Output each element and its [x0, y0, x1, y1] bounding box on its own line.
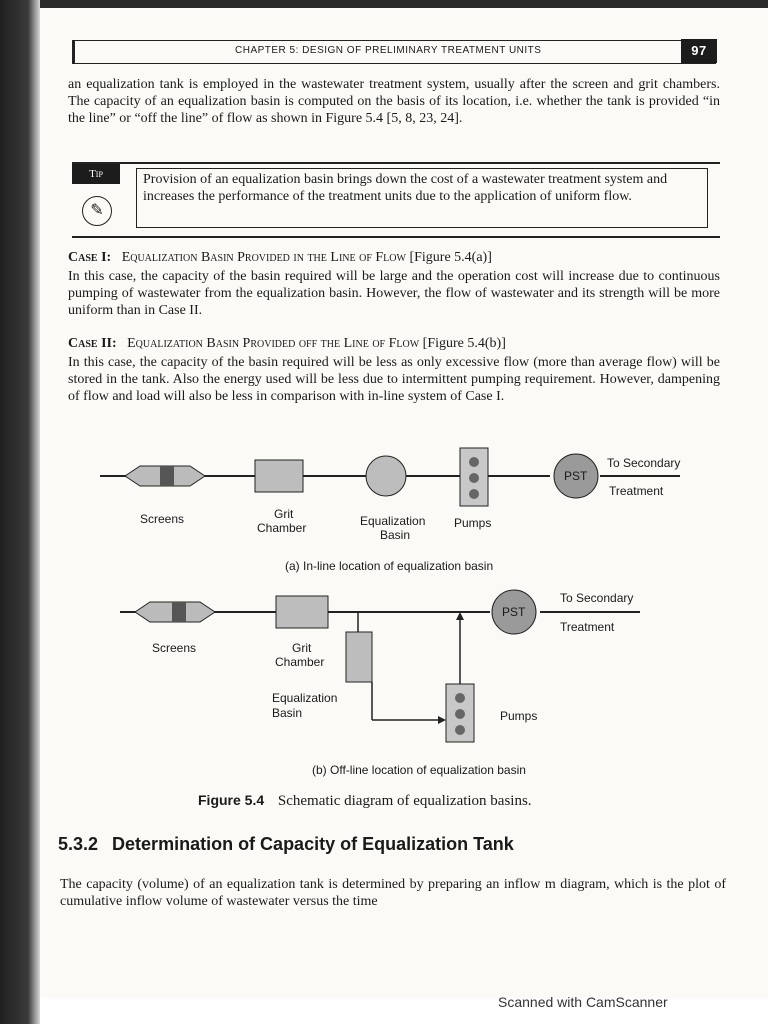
- scanner-watermark: Scanned with CamScanner: [498, 994, 668, 1010]
- eq-label-a-1: Equalization: [360, 514, 426, 528]
- screens-label-a: Screens: [140, 512, 185, 526]
- treatment-a: Treatment: [609, 484, 664, 498]
- diagram-a: [100, 448, 680, 573]
- page-number: 97: [681, 39, 717, 63]
- screens-symbol-a: [125, 466, 205, 486]
- case2-body: In this case, the capacity of the basin required will be less as only excessive flow (more than average flow) will be stored in the tank. Also the energy used will be less due to intermittent pumping requirement. However, dampening of flow and load will also be less in comparison with in-line system of Case I.: [68, 355, 720, 404]
- pen-icon: ✎: [82, 196, 112, 226]
- caption-b: (b) Off-line location of equalization basin: [312, 763, 526, 777]
- arrow-return: [456, 612, 464, 620]
- scan-top-edge: [0, 0, 768, 8]
- equalization-schematic: [80, 440, 730, 780]
- screens-label-b: Screens: [152, 641, 197, 655]
- scan-left-edge: [0, 0, 40, 1024]
- pumps-label-b: Pumps: [500, 709, 538, 723]
- case1-title: Equalization Basin Provided in the Line of Flow: [121, 250, 406, 265]
- case2-heading: [68, 336, 506, 352]
- tip-box: [72, 162, 720, 238]
- case2-title: Equalization Basin Provided off the Line of Flow: [127, 336, 420, 351]
- section-number: 5.3.2: [58, 834, 99, 854]
- eq-label-b-1: Equalization: [272, 691, 338, 705]
- equalization-basin-a: [366, 456, 406, 496]
- diagram-b: [120, 590, 640, 777]
- case1-ref: [Figure 5.4(a)]: [409, 250, 492, 265]
- equalization-basin-b: [346, 632, 372, 682]
- running-header: [72, 40, 716, 64]
- pumps-label-a: Pumps: [454, 516, 492, 530]
- caption-a: (a) In-line location of equalization basin: [285, 559, 494, 573]
- grit-label-a-2: Chamber: [257, 521, 307, 535]
- tip-label: Tip: [72, 164, 120, 184]
- pst-label-b: PST: [502, 605, 526, 619]
- pst-label-a: PST: [564, 469, 588, 483]
- intro-paragraph: an equalization tank is employed in the wastewater treatment system, usually after the screen and grit chambers. The capacity of an equalization basin is computed on the basis of its location, i.e. whether the tank is provided “in the line” or “off the line” of flow as shown in Figure 5.4 [5, 8, 23, 24].: [68, 77, 720, 126]
- section-heading: [58, 834, 528, 855]
- section-title: Determination of Capacity of Equalization Tank: [112, 834, 514, 854]
- arrow-to-pumps: [438, 716, 446, 724]
- grit-label-b-1: Grit: [292, 641, 312, 655]
- pumps-symbol-b: [446, 684, 474, 742]
- chapter-title: CHAPTER 5: DESIGN OF PRELIMINARY TREATMENT UNITS: [235, 45, 542, 56]
- screens-symbol-b: [135, 602, 215, 622]
- case1-heading: [68, 250, 492, 266]
- grit-chamber-b: [276, 596, 328, 628]
- to-secondary-a: To Secondary: [607, 456, 681, 470]
- grit-label-b-2: Chamber: [275, 655, 325, 669]
- figure-caption-text: Schematic diagram of equalization basins.: [277, 793, 532, 809]
- eq-label-a-2: Basin: [380, 528, 411, 542]
- figure-caption: [198, 792, 532, 810]
- case1-body: In this case, the capacity of the basin required will be large and the operation cost will increase due to continuous pumping of wastewater from the equalization basin. However, the flow of wastewater and its strength will be more uniform than in Case II.: [68, 269, 720, 318]
- case1-label: Case I:: [68, 250, 112, 265]
- treatment-b: Treatment: [560, 620, 615, 634]
- to-secondary-b: To Secondary: [560, 591, 634, 605]
- case2-label: Case II:: [68, 336, 117, 351]
- grit-label-a-1: Grit: [274, 507, 294, 521]
- grit-chamber-a: [255, 460, 303, 492]
- section-body: The capacity (volume) of an equalization tank is determined by preparing an inflow m diagram, which is the plot of cumulative inflow volume of wastewater versus the time: [60, 877, 726, 909]
- eq-label-b-2: Basin: [272, 706, 303, 720]
- tip-text: Provision of an equalization basin brings down the cost of a wastewater treatment system and increases the performance of the treatment units due to the application of uniform flow.: [136, 168, 708, 228]
- pumps-symbol-a: [460, 448, 488, 506]
- case2-ref: [Figure 5.4(b)]: [422, 336, 506, 351]
- figure-label: Figure 5.4: [198, 792, 265, 808]
